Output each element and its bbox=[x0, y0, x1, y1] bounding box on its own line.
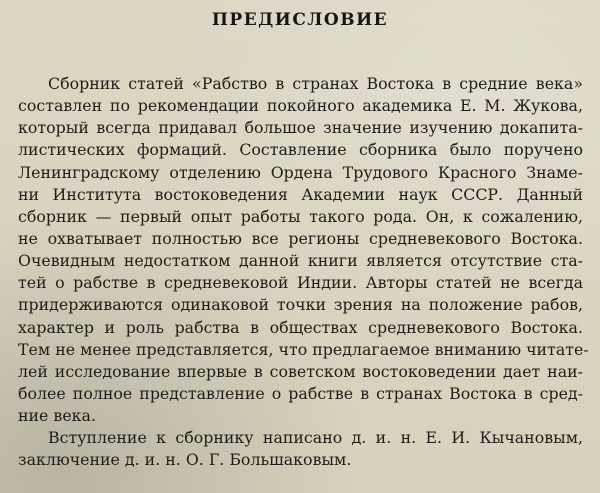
text-line: не охватывает полностью все регионы средневекового Востока. bbox=[18, 228, 583, 248]
text-line: более полное представление о рабстве в странах Востока в сред- bbox=[18, 383, 583, 403]
text-line: ни Института востоковедения Академии наук СССР. Данный bbox=[18, 184, 583, 204]
text-line: который всегда придавал большое значение изучению докапита- bbox=[18, 118, 583, 138]
paragraph-1 bbox=[18, 73, 589, 427]
paragraph-2 bbox=[18, 427, 583, 471]
text-line: ние века. bbox=[18, 406, 96, 426]
text-line: придерживаются одинаковой точки зрения на положение рабов, bbox=[18, 295, 583, 315]
text-line: Очевидным недостатком данной книги является отсутствие ста- bbox=[18, 251, 583, 271]
text-line: Сборник статей «Рабство в странах Востока в средние века» bbox=[48, 74, 583, 93]
text-line: Вступление к сборнику написано д. и. н. Е. И. Кычановым, bbox=[48, 428, 583, 448]
preface-text bbox=[18, 73, 589, 472]
text-line: характер и роль рабства в обществах средневекового Востока. bbox=[18, 317, 583, 337]
text-line: Тем не менее представляется, что предлагаемое вниманию читате- bbox=[18, 339, 589, 359]
text-line: лей исследование впервые в советском востоковедении дает наи- bbox=[18, 361, 583, 381]
text-line: Ленинградскому отделению Ордена Трудового Красного Знаме- bbox=[18, 162, 583, 182]
text-line: тей о рабстве в средневековой Индии. Авторы статей не всегда bbox=[18, 273, 583, 293]
text-line: заключение д. и. н. О. Г. Большаковым. bbox=[18, 450, 352, 470]
text-line: составлен по рекомендации покойного академика Е. М. Жукова, bbox=[18, 96, 583, 116]
page-title: ПРЕДИСЛОВИЕ bbox=[211, 10, 389, 30]
text-line: сборник — первый опыт работы такого рода. Он, к сожалению, bbox=[18, 206, 583, 226]
text-line: листических формаций. Составление сборника было поручено bbox=[18, 140, 583, 160]
